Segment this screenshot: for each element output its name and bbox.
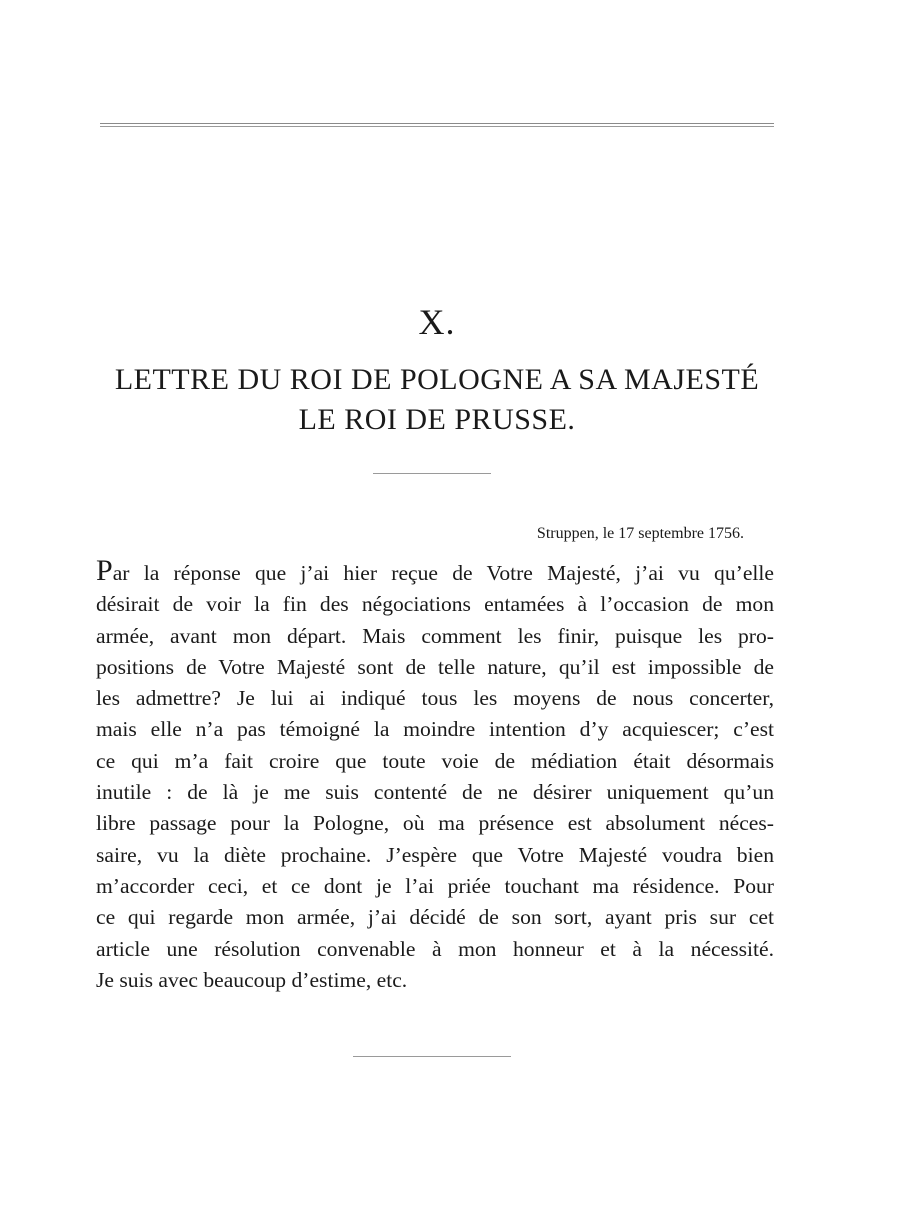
end-rule — [353, 1056, 511, 1057]
letter-line: positions de Votre Majesté sont de telle nature, qu’il est impossible de — [96, 654, 774, 679]
dateline: Struppen, le 17 septembre 1756. — [536, 525, 744, 542]
title-line: LETTRE DU ROI DE POLOGNE A SA MAJESTÉ — [114, 363, 760, 396]
letter-line: désirait de voir la fin des négociations entamées à l’occasion de mon — [96, 592, 774, 617]
drop-cap: P — [96, 554, 113, 587]
top-rule-line — [100, 126, 774, 127]
title-line: LE ROI DE PRUSSE. — [298, 403, 576, 436]
letter-title — [60, 360, 814, 440]
letter-line: m’accorder ceci, et ce dont je l’ai priée touchant ma résidence. Pour — [96, 873, 774, 898]
letter-line — [96, 554, 774, 589]
letter-closing: Je suis avec beaucoup d’estime, etc. — [96, 967, 408, 992]
letter-line: ce qui m’a fait croire que toute voie de médiation était désormais — [96, 748, 774, 773]
letter-number: X. — [418, 302, 456, 342]
top-double-rule — [100, 123, 774, 129]
letter-line-text: ar la réponse que j’ai hier reçue de Votre Majesté, j’ai vu qu’elle — [112, 561, 774, 585]
letter-line: armée, avant mon départ. Mais comment les finir, puisque les pro- — [96, 623, 774, 648]
letter-line: mais elle n’a pas témoigné la moindre intention d’y acquiescer; c’est — [96, 717, 774, 742]
title-separator-rule — [373, 473, 491, 474]
letter-line: inutile : de là je me suis contenté de ne désirer uniquement qu’un — [96, 780, 774, 805]
top-rule-line — [100, 123, 774, 124]
letter-line: libre passage pour la Pologne, où ma présence est absolument néces- — [96, 811, 774, 836]
letter-body — [96, 554, 774, 996]
letter-line: ce qui regarde mon armée, j’ai décidé de son sort, ayant pris sur cet — [96, 905, 774, 930]
letter-line: les admettre? Je lui ai indiqué tous les moyens de nous concerter, — [96, 686, 774, 711]
letter-line: saire, vu la diète prochaine. J’espère que Votre Majesté voudra bien — [96, 842, 774, 867]
letter-line: article une résolution convenable à mon honneur et à la nécessité. — [96, 936, 774, 961]
